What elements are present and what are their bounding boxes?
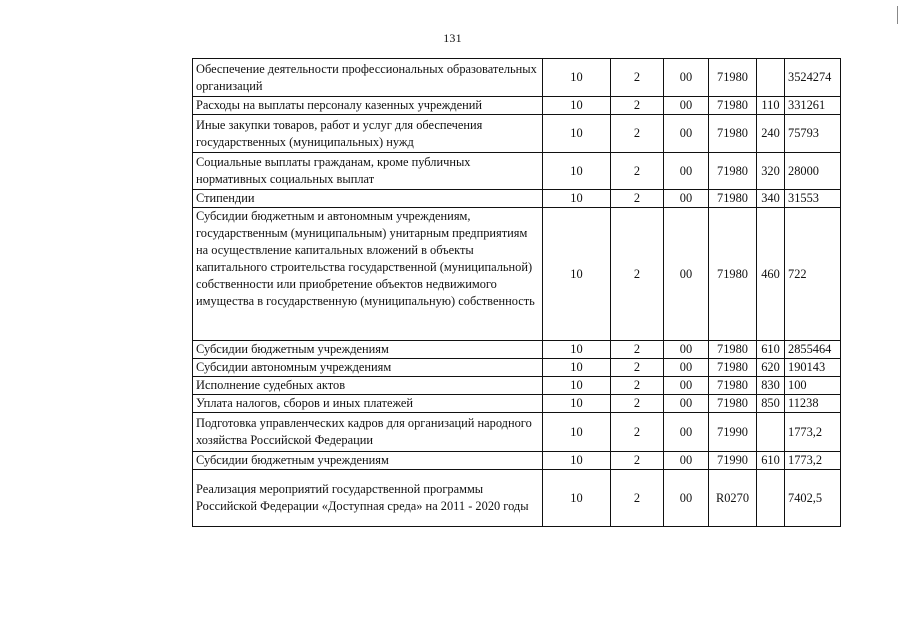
expense-type-code-cell: 830 [757, 377, 785, 395]
program-code-cell: 00 [664, 208, 709, 341]
table-row [193, 97, 841, 115]
amount-cell: 75793 [785, 115, 841, 153]
table-row [193, 377, 841, 395]
subsection-code-cell: 2 [611, 470, 664, 527]
subsection-code-cell: 2 [611, 115, 664, 153]
subsection-code-cell: 2 [611, 377, 664, 395]
expense-type-code-cell: 610 [757, 452, 785, 470]
amount-cell: 722 [785, 208, 841, 341]
section-code-cell: 10 [543, 470, 611, 527]
table-row [193, 359, 841, 377]
program-code-cell: 00 [664, 115, 709, 153]
program-code-cell: 00 [664, 59, 709, 97]
amount-cell: 190143 [785, 359, 841, 377]
target-article-code-cell: 71980 [709, 190, 757, 208]
item-name-cell: Исполнение судебных актов [193, 377, 543, 395]
target-article-code-cell: 71980 [709, 208, 757, 341]
table-row [193, 190, 841, 208]
program-code-cell: 00 [664, 153, 709, 190]
item-name-cell: Реализация мероприятий государственной программы Российской Федерации «Доступная среда» на 2011 - 2020 годы [193, 470, 543, 527]
program-code-cell: 00 [664, 470, 709, 527]
program-code-cell: 00 [664, 452, 709, 470]
subsection-code-cell: 2 [611, 395, 664, 413]
amount-cell: 1773,2 [785, 452, 841, 470]
expense-type-code-cell: 240 [757, 115, 785, 153]
expense-type-code-cell: 110 [757, 97, 785, 115]
section-code-cell: 10 [543, 190, 611, 208]
subsection-code-cell: 2 [611, 413, 664, 452]
table-row [193, 115, 841, 153]
amount-cell: 11238 [785, 395, 841, 413]
program-code-cell: 00 [664, 190, 709, 208]
section-code-cell: 10 [543, 115, 611, 153]
section-code-cell: 10 [543, 395, 611, 413]
item-name-cell: Подготовка управленческих кадров для организаций народного хозяйства Российской Федерации [193, 413, 543, 452]
table-row [193, 208, 841, 341]
program-code-cell: 00 [664, 413, 709, 452]
expense-type-code-cell: 460 [757, 208, 785, 341]
expense-type-code-cell: 340 [757, 190, 785, 208]
item-name-cell: Социальные выплаты гражданам, кроме публичных нормативных социальных выплат [193, 153, 543, 190]
table-row [193, 341, 841, 359]
section-code-cell: 10 [543, 452, 611, 470]
table-body [193, 59, 841, 527]
target-article-code-cell: 71980 [709, 377, 757, 395]
item-name-cell: Расходы на выплаты персоналу казенных учреждений [193, 97, 543, 115]
target-article-code-cell: 71980 [709, 359, 757, 377]
target-article-code-cell: 71980 [709, 115, 757, 153]
target-article-code-cell: 71980 [709, 153, 757, 190]
program-code-cell: 00 [664, 377, 709, 395]
amount-cell: 1773,2 [785, 413, 841, 452]
expense-type-code-cell [757, 413, 785, 452]
table-row [193, 395, 841, 413]
item-name-cell: Субсидии бюджетным учреждениям [193, 452, 543, 470]
table-row [193, 470, 841, 527]
section-code-cell: 10 [543, 359, 611, 377]
amount-cell: 3524274 [785, 59, 841, 97]
item-name-cell: Уплата налогов, сборов и иных платежей [193, 395, 543, 413]
amount-cell: 2855464 [785, 341, 841, 359]
amount-cell: 28000 [785, 153, 841, 190]
expense-type-code-cell: 610 [757, 341, 785, 359]
item-name-cell: Обеспечение деятельности профессиональных образовательных организаций [193, 59, 543, 97]
expense-type-code-cell [757, 59, 785, 97]
target-article-code-cell: 71990 [709, 452, 757, 470]
expense-type-code-cell [757, 470, 785, 527]
subsection-code-cell: 2 [611, 190, 664, 208]
program-code-cell: 00 [664, 341, 709, 359]
subsection-code-cell: 2 [611, 359, 664, 377]
subsection-code-cell: 2 [611, 59, 664, 97]
section-code-cell: 10 [543, 413, 611, 452]
target-article-code-cell: R0270 [709, 470, 757, 527]
item-name-cell: Субсидии автономным учреждениям [193, 359, 543, 377]
program-code-cell: 00 [664, 395, 709, 413]
item-name-cell: Иные закупки товаров, работ и услуг для обеспечения государственных (муниципальных) нужд [193, 115, 543, 153]
subsection-code-cell: 2 [611, 341, 664, 359]
scan-edge-mark [897, 6, 898, 24]
amount-cell: 31553 [785, 190, 841, 208]
section-code-cell: 10 [543, 97, 611, 115]
table-row [193, 413, 841, 452]
subsection-code-cell: 2 [611, 452, 664, 470]
table-row [193, 153, 841, 190]
section-code-cell: 10 [543, 377, 611, 395]
item-name-cell: Стипендии [193, 190, 543, 208]
target-article-code-cell: 71980 [709, 341, 757, 359]
amount-cell: 100 [785, 377, 841, 395]
target-article-code-cell: 71980 [709, 395, 757, 413]
table-row [193, 452, 841, 470]
section-code-cell: 10 [543, 208, 611, 341]
section-code-cell: 10 [543, 341, 611, 359]
table-row [193, 59, 841, 97]
section-code-cell: 10 [543, 59, 611, 97]
expense-type-code-cell: 620 [757, 359, 785, 377]
program-code-cell: 00 [664, 97, 709, 115]
target-article-code-cell: 71980 [709, 97, 757, 115]
amount-cell: 7402,5 [785, 470, 841, 527]
page-number: 131 [443, 31, 462, 45]
subsection-code-cell: 2 [611, 153, 664, 190]
expense-type-code-cell: 850 [757, 395, 785, 413]
subsection-code-cell: 2 [611, 208, 664, 341]
expense-type-code-cell: 320 [757, 153, 785, 190]
target-article-code-cell: 71980 [709, 59, 757, 97]
budget-table [192, 58, 841, 527]
program-code-cell: 00 [664, 359, 709, 377]
subsection-code-cell: 2 [611, 97, 664, 115]
item-name-cell: Субсидии бюджетным учреждениям [193, 341, 543, 359]
target-article-code-cell: 71990 [709, 413, 757, 452]
amount-cell: 331261 [785, 97, 841, 115]
section-code-cell: 10 [543, 153, 611, 190]
item-name-cell: Субсидии бюджетным и автономным учреждениям, государственным (муниципальным) унитарным предприятиям на осуществление капитальных вложений в объекты капитального строительства государственной (муниципальной) собственности или приобретение объектов недвижимого имущества в государственную (муниципальную) собственность [193, 208, 543, 341]
